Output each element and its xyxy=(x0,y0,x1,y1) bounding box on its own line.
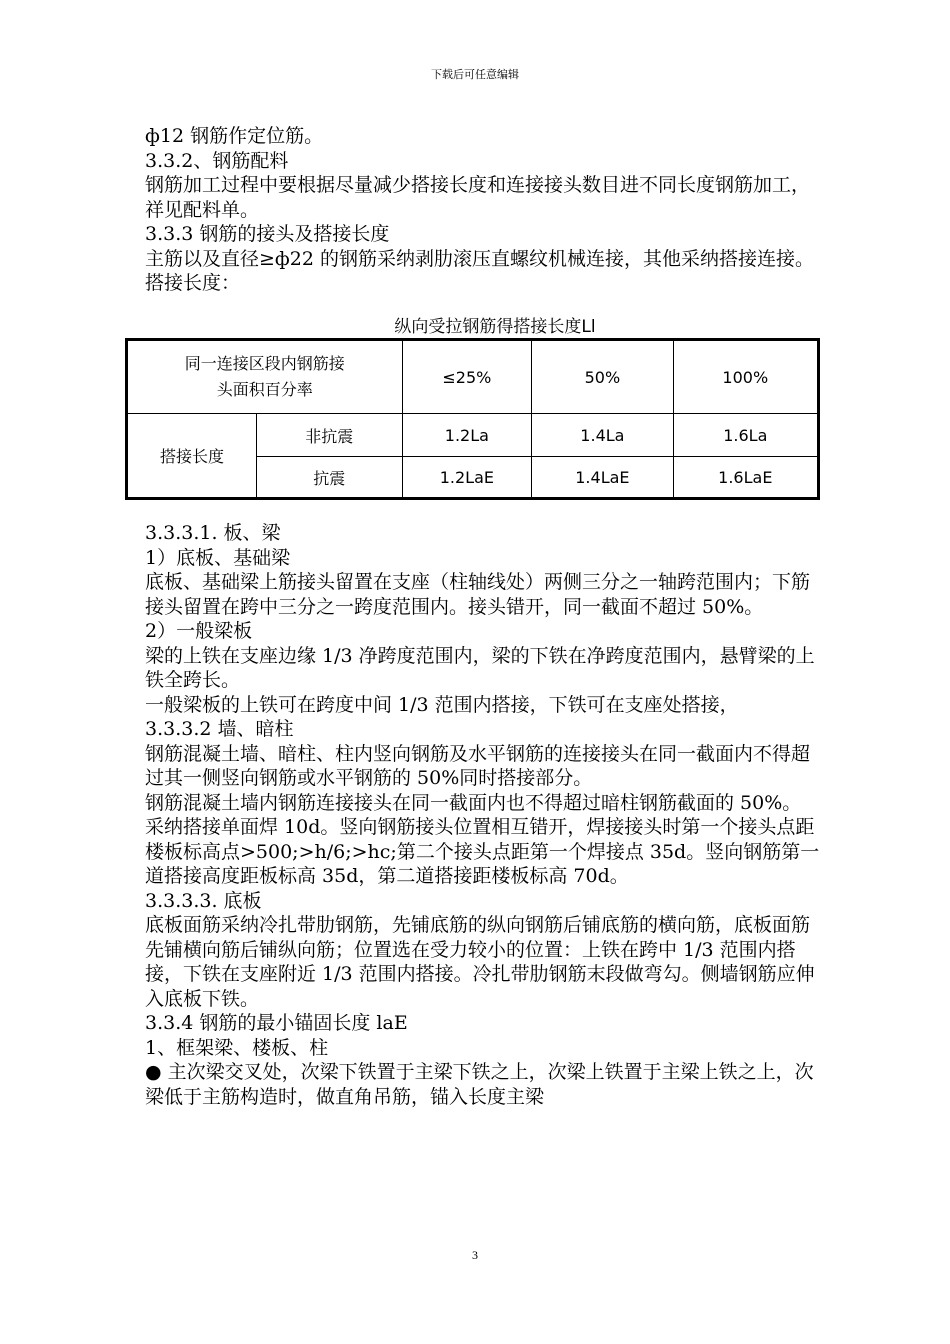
section-heading: 3.3.2、钢筋配料 xyxy=(145,149,289,172)
table-caption: 纵向受拉钢筋得搭接长度Ll xyxy=(394,317,596,337)
paragraph: 主筋以及直径≥ф22 的钢筋采纳剥肋滚压直螺纹机械连接，其他采纳搭接连接。搭接长度： xyxy=(145,247,815,294)
paragraph: 钢筋混凝土墙、暗柱、柱内竖向钢筋及水平钢筋的连接接头在同一截面内不得超过其一侧竖向钢筋或水平钢筋的 50%同时搭接部分。 xyxy=(145,742,811,789)
sub-heading: 1）底板、基础梁 xyxy=(145,546,291,569)
paragraph: 钢筋加工过程中要根据尽量减少搭接长度和连接接头数目进不同长度钢筋加工，祥见配料单。 xyxy=(145,174,811,221)
paragraph: ф12 钢筋作定位筋。 xyxy=(145,125,324,147)
paragraph: 钢筋混凝土墙内钢筋连接接头在同一截面内也不得超过暗柱钢筋截面的 50%。采纳搭接单面焊 10d。竖向钢筋接头位置相互错开，焊接接头时第一个接头点距楼板标高点>500;>h/6;>hc;第二个接头点距第一个焊接点 35d。竖向钢筋第一道搭接高度距板标高 35d，第二道搭接距楼板标高 70d。 xyxy=(145,791,820,887)
table-cell: 1.2LaE xyxy=(402,457,532,499)
lap-length-table xyxy=(125,338,820,500)
paragraph: 一般梁板的上铁可在跨度中间 1/3 范围内搭接，下铁可在支座处搭接， xyxy=(145,693,739,716)
table-header-label-line: 同一连接区段内钢筋接 xyxy=(184,354,345,373)
sub-heading: 2）一般梁板 xyxy=(145,620,253,642)
table-cell: 1.2La xyxy=(402,414,532,457)
page-header: 下载后可任意编辑 xyxy=(431,68,519,81)
table-cell: 1.6LaE xyxy=(673,457,818,499)
table-cell: 1.6La xyxy=(673,414,818,457)
sub-heading: 1、框架梁、楼板、柱 xyxy=(145,1036,329,1059)
section-heading: 3.3.4 钢筋的最小锚固长度 laE xyxy=(145,1012,408,1034)
table-row-label: 非抗震 xyxy=(256,414,402,457)
table-header-label xyxy=(127,340,403,414)
text-block-bottom xyxy=(145,521,820,1109)
section-heading: 3.3.3.2 墙、暗柱 xyxy=(145,718,294,740)
section-heading: 3.3.3.3. 底板 xyxy=(145,889,262,912)
table-column-header: 50% xyxy=(532,340,673,414)
section-heading: 3.3.3 钢筋的接头及搭接长度 xyxy=(145,223,390,245)
table-cell: 1.4La xyxy=(532,414,673,457)
paragraph: 底板、基础梁上筋接头留置在支座（柱轴线处）两侧三分之一轴跨范围内；下筋接头留置在跨中三分之一跨度范围内。接头错开，同一截面不超过 50%。 xyxy=(145,571,811,618)
page-number: 3 xyxy=(472,1248,478,1262)
bullet-paragraph: ● 主次梁交叉处，次梁下铁置于主梁下铁之上，次梁上铁置于主梁上铁之上，次梁低于主筋构造时，做直角吊筋，锚入长度主梁 xyxy=(145,1061,814,1108)
table-row-label: 抗震 xyxy=(256,457,402,499)
text-block-top xyxy=(145,124,820,296)
table-header-label-line: 头面积百分率 xyxy=(216,380,313,399)
table-column-header: ≤25% xyxy=(402,340,532,414)
table-cell: 1.4LaE xyxy=(532,457,673,499)
table-row-group-label: 搭接长度 xyxy=(127,414,257,499)
paragraph: 梁的上铁在支座边缘 1/3 净跨度范围内，梁的下铁在净跨度范围内，悬臂梁的上铁全跨长。 xyxy=(145,644,815,691)
paragraph: 底板面筋采纳冷扎带肋钢筋，先铺底筋的纵向钢筋后铺底筋的横向筋，底板面筋先铺横向筋后铺纵向筋；位置选在受力较小的位置：上铁在跨中 1/3 范围内搭接，下铁在支座附近 1/3 范围内搭接。冷扎带肋钢筋末段做弯勾。侧墙钢筋应伸入底板下铁。 xyxy=(145,914,815,1010)
table-column-header: 100% xyxy=(673,340,818,414)
section-heading: 3.3.3.1. 板、梁 xyxy=(145,522,281,544)
